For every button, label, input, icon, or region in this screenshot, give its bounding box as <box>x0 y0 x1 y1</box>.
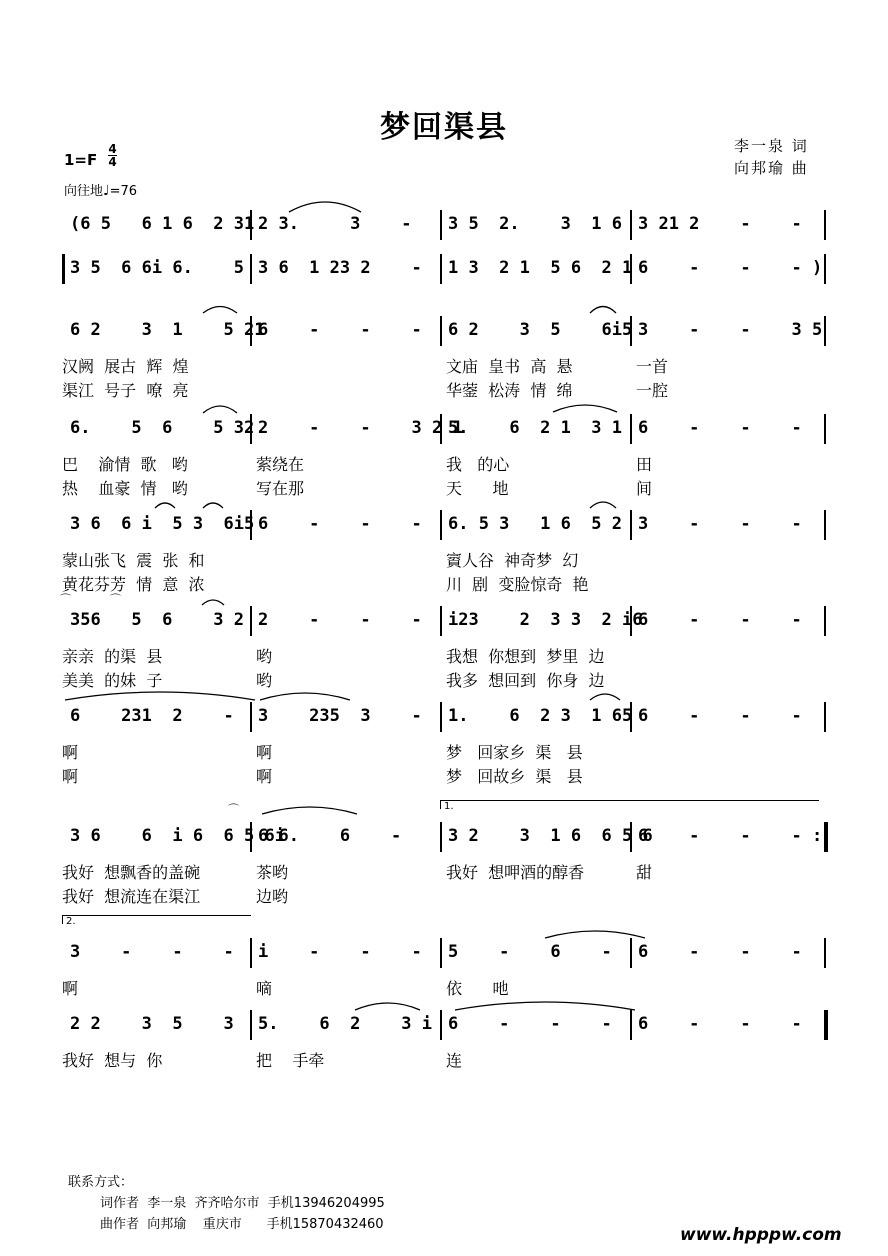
lyric-text: 我想 你想到 梦里 边 <box>446 647 605 666</box>
lyric-text: 啊 <box>256 767 273 786</box>
measure-notes: 3 21 2 - - <box>638 214 802 234</box>
lyric-text: 一腔 <box>636 381 669 400</box>
tempo-bpm: =76 <box>109 184 138 199</box>
measure-notes: i23 2 3 3 2 i6 <box>448 610 643 630</box>
contact-line-lyricist: 词作者 李一泉 齐齐哈尔市 手机13946204995 <box>100 1196 385 1211</box>
lyric-text: 我好 想与 你 <box>62 1051 163 1070</box>
lyric-text: 间 <box>636 479 653 498</box>
lyric-text: 亲亲 的渠 县 <box>62 647 163 666</box>
quarter-note-icon: ♩ <box>103 183 110 199</box>
measure-notes: 6. 5 6 5 32 <box>70 418 255 438</box>
lyric-text: 华蓥 松涛 情 绵 <box>446 381 573 400</box>
measure-notes: 6 - - - <box>638 706 802 726</box>
lyric-text: 巴 渝情 歌 哟 <box>62 455 188 474</box>
slur <box>203 307 237 314</box>
lyric-text: 啊 <box>62 743 79 762</box>
lyric-text: 天 地 <box>446 479 509 498</box>
lyric-text: 啊 <box>256 743 273 762</box>
slur <box>289 202 361 212</box>
measure-notes: 3 - - - <box>638 514 802 534</box>
contact-heading: 联系方式： <box>68 1175 134 1190</box>
slur <box>545 931 645 938</box>
lyric-text: 梦 回故乡 渠 县 <box>446 767 583 786</box>
contact-line-composer: 曲作者 向邦瑜 重庆市 手机15870432460 <box>100 1217 384 1232</box>
lyric-text: 把 手牵 <box>256 1051 325 1070</box>
lyric-text: 依 吔 <box>446 979 509 998</box>
measure-notes: 6 231 2 - <box>70 706 234 726</box>
lyric-text: 我好 想流连在渠江 <box>62 887 201 906</box>
measure-notes: 3 - - 3 5 <box>638 320 823 340</box>
lyric-text: 热 血豪 情 哟 <box>62 479 188 498</box>
lyric-text: 萦绕在 <box>256 455 305 474</box>
slur <box>262 807 357 814</box>
slur <box>590 307 616 314</box>
measure-notes: 6. 5 3 1 6 5 2 <box>448 514 622 534</box>
slur <box>553 405 617 412</box>
measure-notes: 5. 6 2 1 3 1 <box>448 418 622 438</box>
first-ending-label: 1. <box>444 801 454 812</box>
lyric-text: 哟 <box>256 671 273 690</box>
measure-notes: 2 2 3 5 3 <box>70 1014 234 1034</box>
website-watermark: www.hpppw.com <box>680 1225 842 1245</box>
lyric-text: 茶哟 <box>256 863 289 882</box>
time-sig-top: 4 <box>108 142 117 156</box>
lyric-text: 蒙山张飞 震 张 和 <box>62 551 205 570</box>
lyric-text: 一首 <box>636 357 669 376</box>
lyric-text: 梦 回家乡 渠 县 <box>446 743 583 762</box>
measure-notes: 6 - - - <box>638 1014 802 1034</box>
song-title: 梦回渠县 <box>380 110 508 145</box>
slur <box>355 1003 420 1010</box>
slur <box>260 693 350 700</box>
lyric-text: 我好 想呷酒的醇香 <box>446 863 585 882</box>
lyric-text: 我好 想飘香的盖碗 <box>62 863 201 882</box>
measure-notes: 2 3. 3 - <box>258 214 412 234</box>
slur <box>203 406 237 413</box>
measure-notes: 1 3 2 1 5 6 2 1 <box>448 258 633 278</box>
lyric-text: 汉阙 展古 辉 煌 <box>62 357 189 376</box>
slur <box>155 503 175 508</box>
measure-notes: 3 235 3 - <box>258 706 422 726</box>
measure-notes: 3 2 3 1 6 6 5 6 <box>448 826 653 846</box>
lyric-text: 我多 想回到 你身 边 <box>446 671 605 690</box>
lyric-text: 川 剧 变脸惊奇 艳 <box>446 575 589 594</box>
lyric-text: 甜 <box>636 863 653 882</box>
measure-notes: 3 5 2. 3 1 6 <box>448 214 622 234</box>
lyric-text: 连 <box>446 1051 463 1070</box>
measure-notes: 356 5 6 3 2 <box>70 610 244 630</box>
lyric-text: 美美 的妹 子 <box>62 671 163 690</box>
measure-notes: 3 6 6 i 6 6 5 6i <box>70 826 285 846</box>
measure-notes: 6 - - - <box>638 610 802 630</box>
slur <box>65 692 255 700</box>
measure-notes: 5. 6 2 3 i <box>258 1014 432 1034</box>
tempo-expression: 向往地 <box>64 184 104 199</box>
measure-notes: 5 - 6 - <box>448 942 612 962</box>
composer-credit: 向邦瑜 曲 <box>734 159 809 177</box>
lyric-text: 文庙 皇书 高 悬 <box>446 357 573 376</box>
second-ending-label: 2. <box>66 916 76 927</box>
measure-notes: 6 2 3 5 6i5 <box>448 320 633 340</box>
lyric-text: 黄花芬芳 情 意 浓 <box>62 575 205 594</box>
measure-notes: 3 6 1 23 2 - <box>258 258 422 278</box>
measure-notes: 6 - - - <box>258 514 422 534</box>
lyric-text: 賨人谷 神奇梦 幻 <box>446 551 579 570</box>
measure-notes: i - - - <box>258 942 422 962</box>
measure-notes: 6 - - - <box>638 418 802 438</box>
lyric-text: 边哟 <box>256 887 289 906</box>
lyric-text: 我 的心 <box>446 455 510 474</box>
measure-notes: 6 2 3 1 5 21 <box>70 320 265 340</box>
fermata-icon: ⌒ <box>228 803 239 816</box>
slur <box>202 600 224 605</box>
key-signature: 1=F <box>64 151 98 169</box>
lyric-text: 写在那 <box>256 479 305 498</box>
measure-notes: 1. 6 2 3 1 65 <box>448 706 633 726</box>
measure-notes: 6 - - - <box>258 320 422 340</box>
first-ending-bracket <box>440 800 819 809</box>
lyric-text: 啊 <box>62 767 79 786</box>
measure-notes: 6 - - - <box>448 1014 612 1034</box>
measure-notes: 2 - - - <box>258 610 422 630</box>
measure-notes: 6 6. 6 - <box>258 826 402 846</box>
fermata-icon: ⌒ <box>110 593 121 606</box>
slur <box>590 502 616 508</box>
time-sig-bottom: 4 <box>108 155 117 169</box>
measure-notes: 3 5 6 6i 6. 5 <box>70 258 244 278</box>
lyric-text: 渠江 号子 嘹 亮 <box>62 381 189 400</box>
measure-notes: 3 - - - <box>70 942 234 962</box>
lyric-text: 田 <box>636 455 653 474</box>
measure-notes: (6 5 6 1 6 2 31 <box>70 214 255 234</box>
measure-notes: 3 6 6 i 5 3 6i5 <box>70 514 255 534</box>
second-ending-bracket <box>62 915 251 924</box>
lyricist-credit: 李一泉 词 <box>734 137 809 155</box>
measure-notes: 6 - - - <box>638 942 802 962</box>
lyric-text: 嘀 <box>256 979 273 998</box>
measure-notes: 2 - - 3 2 1 <box>258 418 463 438</box>
measure-notes: 6 - - - ) <box>638 258 823 278</box>
slur <box>203 503 223 508</box>
slur <box>590 694 620 700</box>
lyric-text: 啊 <box>62 979 79 998</box>
slur <box>455 1002 635 1010</box>
fermata-icon: ⌒ <box>60 593 71 606</box>
lyric-text: 哟 <box>256 647 273 666</box>
measure-notes: 6 - - - : <box>638 826 823 846</box>
